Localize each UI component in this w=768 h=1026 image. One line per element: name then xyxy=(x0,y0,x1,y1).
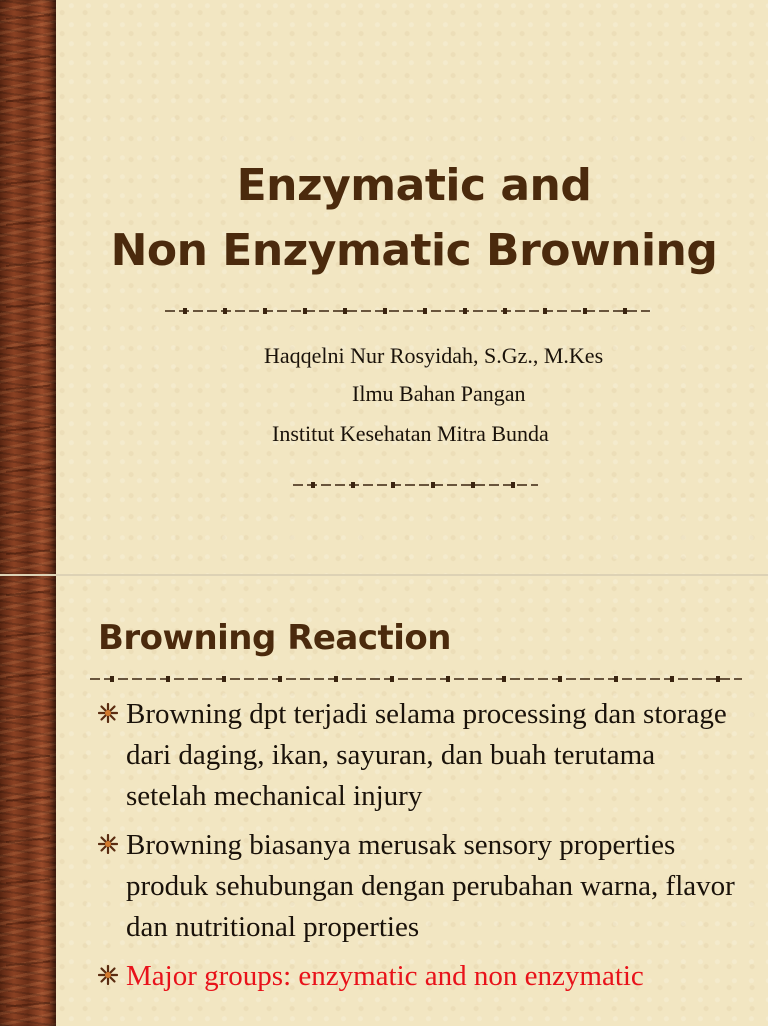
slide-title-line-1: Enzymatic and xyxy=(236,160,592,211)
bullet-text: Major groups: enzymatic and non enzymatic xyxy=(126,960,644,992)
bullet-text: Browning dpt terjadi selama processing dan storage dari daging, ikan, sayuran, dan buah terutama setelah mechanical injury xyxy=(126,698,727,812)
list-item xyxy=(98,825,738,948)
bullet-text: Browning biasanya merusak sensory properties produk sehubungan dengan perubahan warna, flavor dan nutritional properties xyxy=(126,829,735,943)
institute-name: Institut Kesehatan Mitra Bunda xyxy=(272,421,549,446)
credit-divider xyxy=(293,480,538,490)
star-burst-bullet-icon xyxy=(98,956,126,990)
heading-divider xyxy=(90,674,742,684)
author-name: Haqqelni Nur Rosyidah, S.Gz., M.Kes xyxy=(264,343,604,368)
slide-title-line-2: Non Enzymatic Browning xyxy=(110,225,718,276)
wood-texture-strip xyxy=(0,576,56,1026)
bullet-list xyxy=(98,694,738,1005)
course-name: Ilmu Bahan Pangan xyxy=(352,381,526,406)
star-burst-bullet-icon xyxy=(98,694,126,728)
content-slide xyxy=(0,574,768,1026)
title-divider xyxy=(165,306,650,316)
slide-heading: Browning Reaction xyxy=(98,618,451,658)
star-burst-bullet-icon xyxy=(98,825,126,859)
wood-texture-strip xyxy=(0,0,56,574)
list-item xyxy=(98,956,738,997)
list-item xyxy=(98,694,738,817)
